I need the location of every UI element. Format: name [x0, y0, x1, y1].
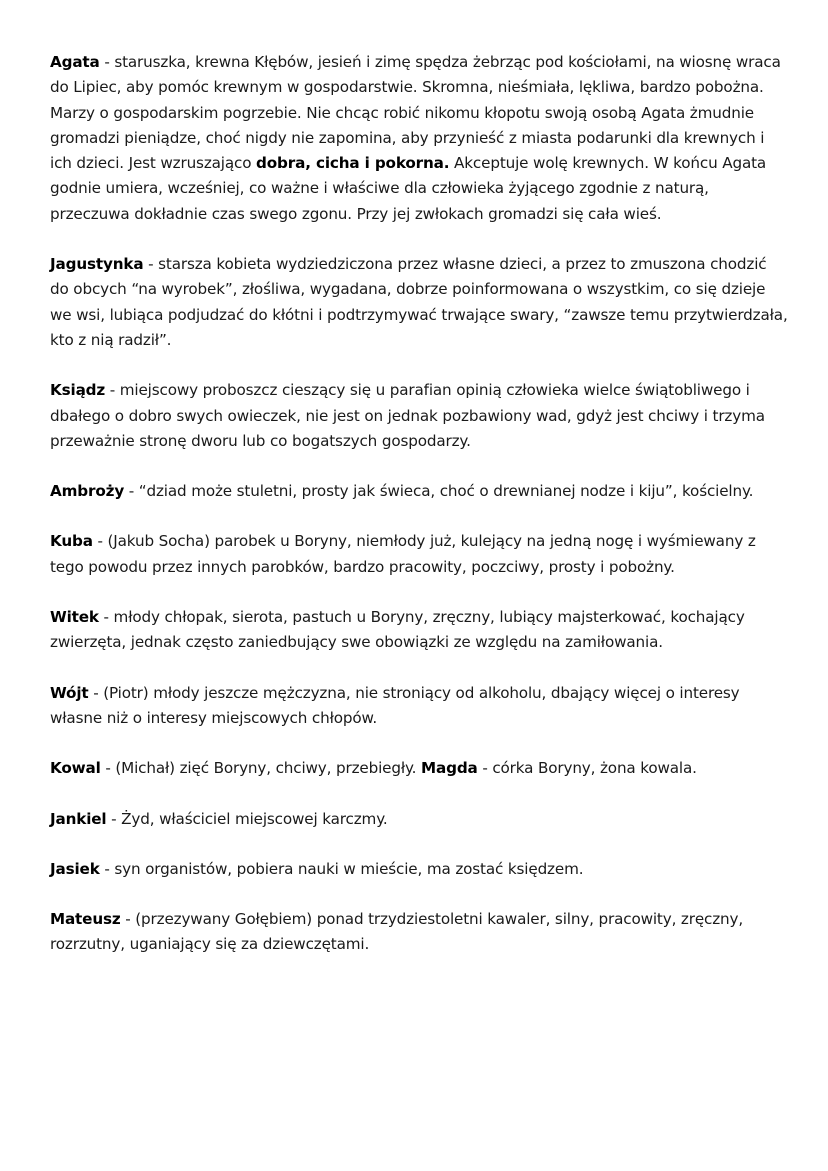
entry-witek: [50, 605, 788, 656]
character-description: Akceptuje wolę krewnych. W końcu Agata godnie umiera, wcześniej, co ważne i właściwe dla człowieka żyjącego zgodnie z naturą, przeczuwa dokładnie czas swego zgonu. Przy jej zwłokach gromadzi się cała wieś.: [50, 154, 767, 223]
entry-kuba: [50, 529, 788, 580]
entry-jasiek: [50, 857, 788, 882]
entry-ambrozy: [50, 479, 788, 504]
character-description: - “dziad może stuletni, prosty jak świeca, choć o drewnianej nodze i kiju”, kościelny.: [124, 482, 754, 501]
character-description: - staruszka, krewna Kłębów, jesień i zimę spędza żebrząc pod kościołami, na wiosnę wraca do Lipiec, aby pomóc krewnym w gospodarstwie. Skromna, nieśmiała, lękliwa, bardzo pobożna. Marzy o gospodarskim pogrzebie. Nie chcąc robić nikomu kłopotu swoją osobą Agata żmudnie gromadzi pieniądze, choć nigdy nie zapomina, aby przynieść z miasta podarunki dla krewnych i ich dzieci. Jest wzruszająco: [50, 53, 781, 173]
entry-ksiadz: [50, 378, 788, 454]
entry-kowal-magda: [50, 756, 788, 781]
character-description: - syn organistów, pobiera nauki w mieście, ma zostać księdzem.: [99, 859, 584, 878]
entry-mateusz: [50, 907, 788, 958]
character-description: - starsza kobieta wydziedziczona przez własne dzieci, a przez to zmuszona chodzić do obcych “na wyrobek”, złośliwa, wygadana, dobrze poinformowana o wszystkim, co się dzieje we wsi, lubiąca podjudzać do kłótni i podtrzymywać trwające swary, “zawsze temu przytwierdzała, kto z nią radził”.: [50, 255, 788, 349]
entry-wojt: [50, 681, 788, 732]
character-name: Kuba: [50, 532, 93, 551]
character-name: Witek: [50, 608, 99, 627]
character-name: Kowal: [50, 759, 101, 778]
character-description: - (Piotr) młody jeszcze mężczyzna, nie stroniący od alkoholu, dbający więcej o interesy własne niż o interesy miejscowych chłopów.: [50, 683, 740, 727]
character-description: - miejscowy proboszcz cieszący się u parafian opinią człowieka wielce świątobliwego i dbałego o dobro swych owieczek, nie jest on jednak pozbawiony wad, gdyż jest chciwy i trzyma przeważnie stronę dworu lub co bogatszych gospodarzy.: [50, 381, 765, 450]
character-name: Jagustynka: [50, 255, 144, 274]
character-name: Magda: [421, 759, 478, 778]
character-description: - młody chłopak, sierota, pastuch u Boryny, zręczny, lubiący majsterkować, kochający zwierzęta, jednak często zaniedbujący swe obowiązki ze względu na zamiłowania.: [50, 608, 745, 652]
character-description: - córka Boryny, żona kowala.: [477, 759, 697, 778]
entry-agata: [50, 50, 788, 227]
character-name: Ksiądz: [50, 381, 106, 400]
character-name: Ambroży: [50, 482, 125, 501]
character-name: Jasiek: [50, 859, 100, 878]
entry-jagustynka: [50, 252, 788, 353]
character-name: Wójt: [50, 683, 89, 702]
character-description: - (Jakub Socha) parobek u Boryny, niemłody już, kulejący na jedną nogę i wyśmiewany z tego powodu przez innych parobków, bardzo pracowity, poczciwy, prosty i pobożny.: [50, 532, 756, 576]
character-description: - (Michał) zięć Boryny, chciwy, przebiegły.: [100, 759, 422, 778]
character-name: Mateusz: [50, 910, 121, 929]
character-name: Agata: [50, 53, 100, 71]
emphasis-text: dobra, cicha i pokorna.: [256, 154, 450, 173]
character-description: - Żyd, właściciel miejscowej karczmy.: [106, 809, 388, 828]
character-description: - (przezywany Gołębiem) ponad trzydziestoletni kawaler, silny, pracowity, zręczny, rozrzutny, uganiający się za dziewczętami.: [50, 910, 744, 954]
character-name: Jankiel: [50, 809, 107, 828]
entry-jankiel: [50, 807, 788, 832]
